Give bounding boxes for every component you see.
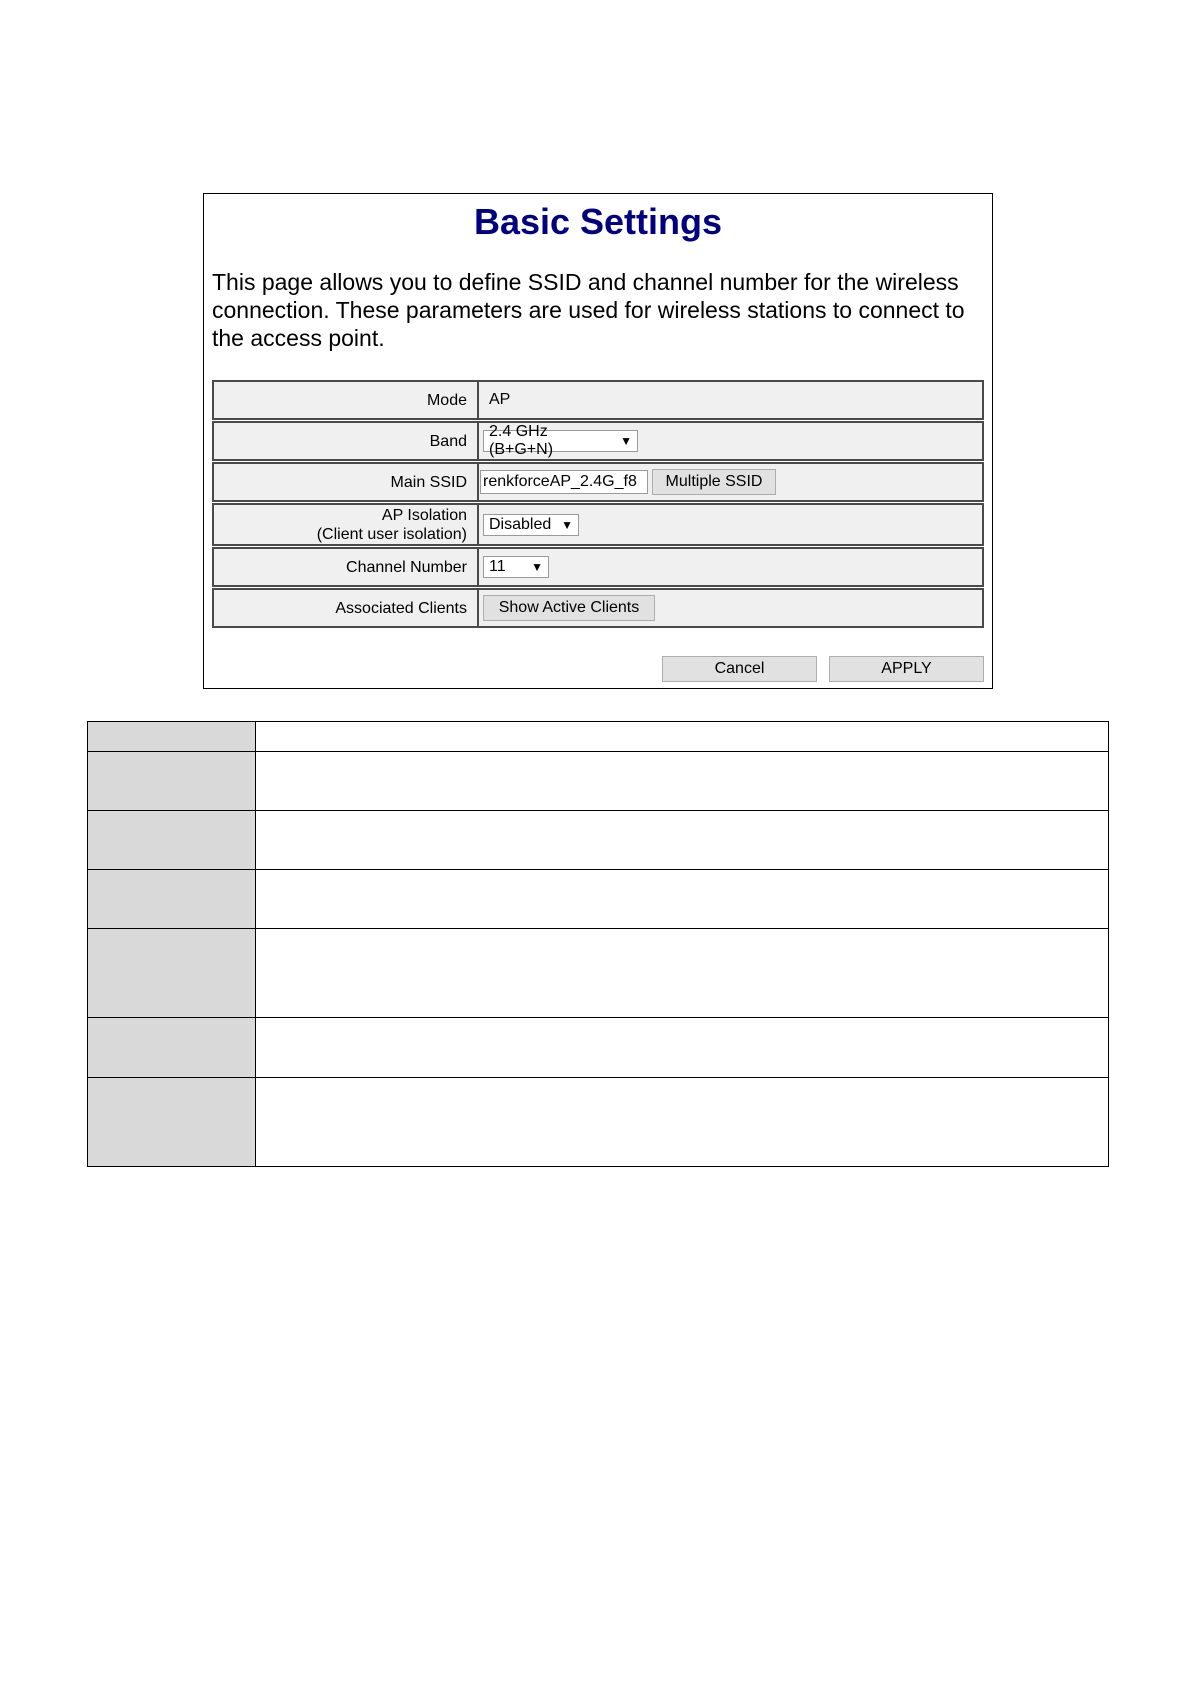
page-description: This page allows you to define SSID and channel number for the wireless connection. These parameters are used for wireless stations to connect to the access point. (212, 269, 965, 351)
table-row (88, 1018, 1109, 1078)
main-ssid-label: Main SSID (212, 462, 478, 502)
chevron-down-icon: ▼ (561, 517, 573, 532)
channel-selected: 11 (489, 558, 506, 575)
settings-form (212, 380, 984, 629)
basic-settings-screenshot (203, 193, 993, 689)
mode-value: AP (489, 391, 511, 408)
mode-label: Mode (212, 380, 478, 420)
cancel-button[interactable]: Cancel (662, 656, 817, 682)
main-ssid-row (212, 462, 984, 502)
associated-clients-label: Associated Clients (212, 588, 478, 628)
table-row (88, 1078, 1109, 1167)
ap-isolation-select[interactable] (483, 514, 579, 536)
mode-row (212, 380, 984, 420)
ap-isolation-label (212, 503, 478, 546)
channel-select[interactable] (483, 556, 549, 578)
form-actions (662, 656, 984, 682)
band-label: Band (212, 421, 478, 461)
channel-label: Channel Number (212, 547, 478, 587)
show-active-clients-button[interactable]: Show Active Clients (483, 595, 655, 621)
ap-isolation-label-line2: (Client user isolation) (316, 525, 467, 543)
ap-isolation-selected: Disabled (489, 515, 552, 533)
band-row (212, 421, 984, 461)
description-table (87, 721, 1109, 1167)
page-title: Basic Settings (473, 201, 723, 242)
table-row (88, 811, 1109, 870)
ap-isolation-label-line1: AP Isolation (381, 506, 467, 524)
apply-button[interactable]: APPLY (829, 656, 984, 682)
table-row (88, 929, 1109, 1018)
table-row (88, 722, 1109, 752)
band-selected: 2.4 GHz (B+G+N) (489, 423, 554, 458)
main-ssid-input[interactable] (480, 470, 648, 494)
chevron-down-icon: ▼ (620, 434, 632, 448)
associated-clients-row (212, 588, 984, 628)
table-row (88, 870, 1109, 929)
band-select[interactable] (483, 423, 638, 458)
chevron-down-icon: ▼ (531, 560, 543, 574)
multiple-ssid-button[interactable]: Multiple SSID (652, 469, 776, 495)
ap-isolation-row (212, 503, 984, 546)
channel-row (212, 547, 984, 587)
table-row (88, 752, 1109, 811)
